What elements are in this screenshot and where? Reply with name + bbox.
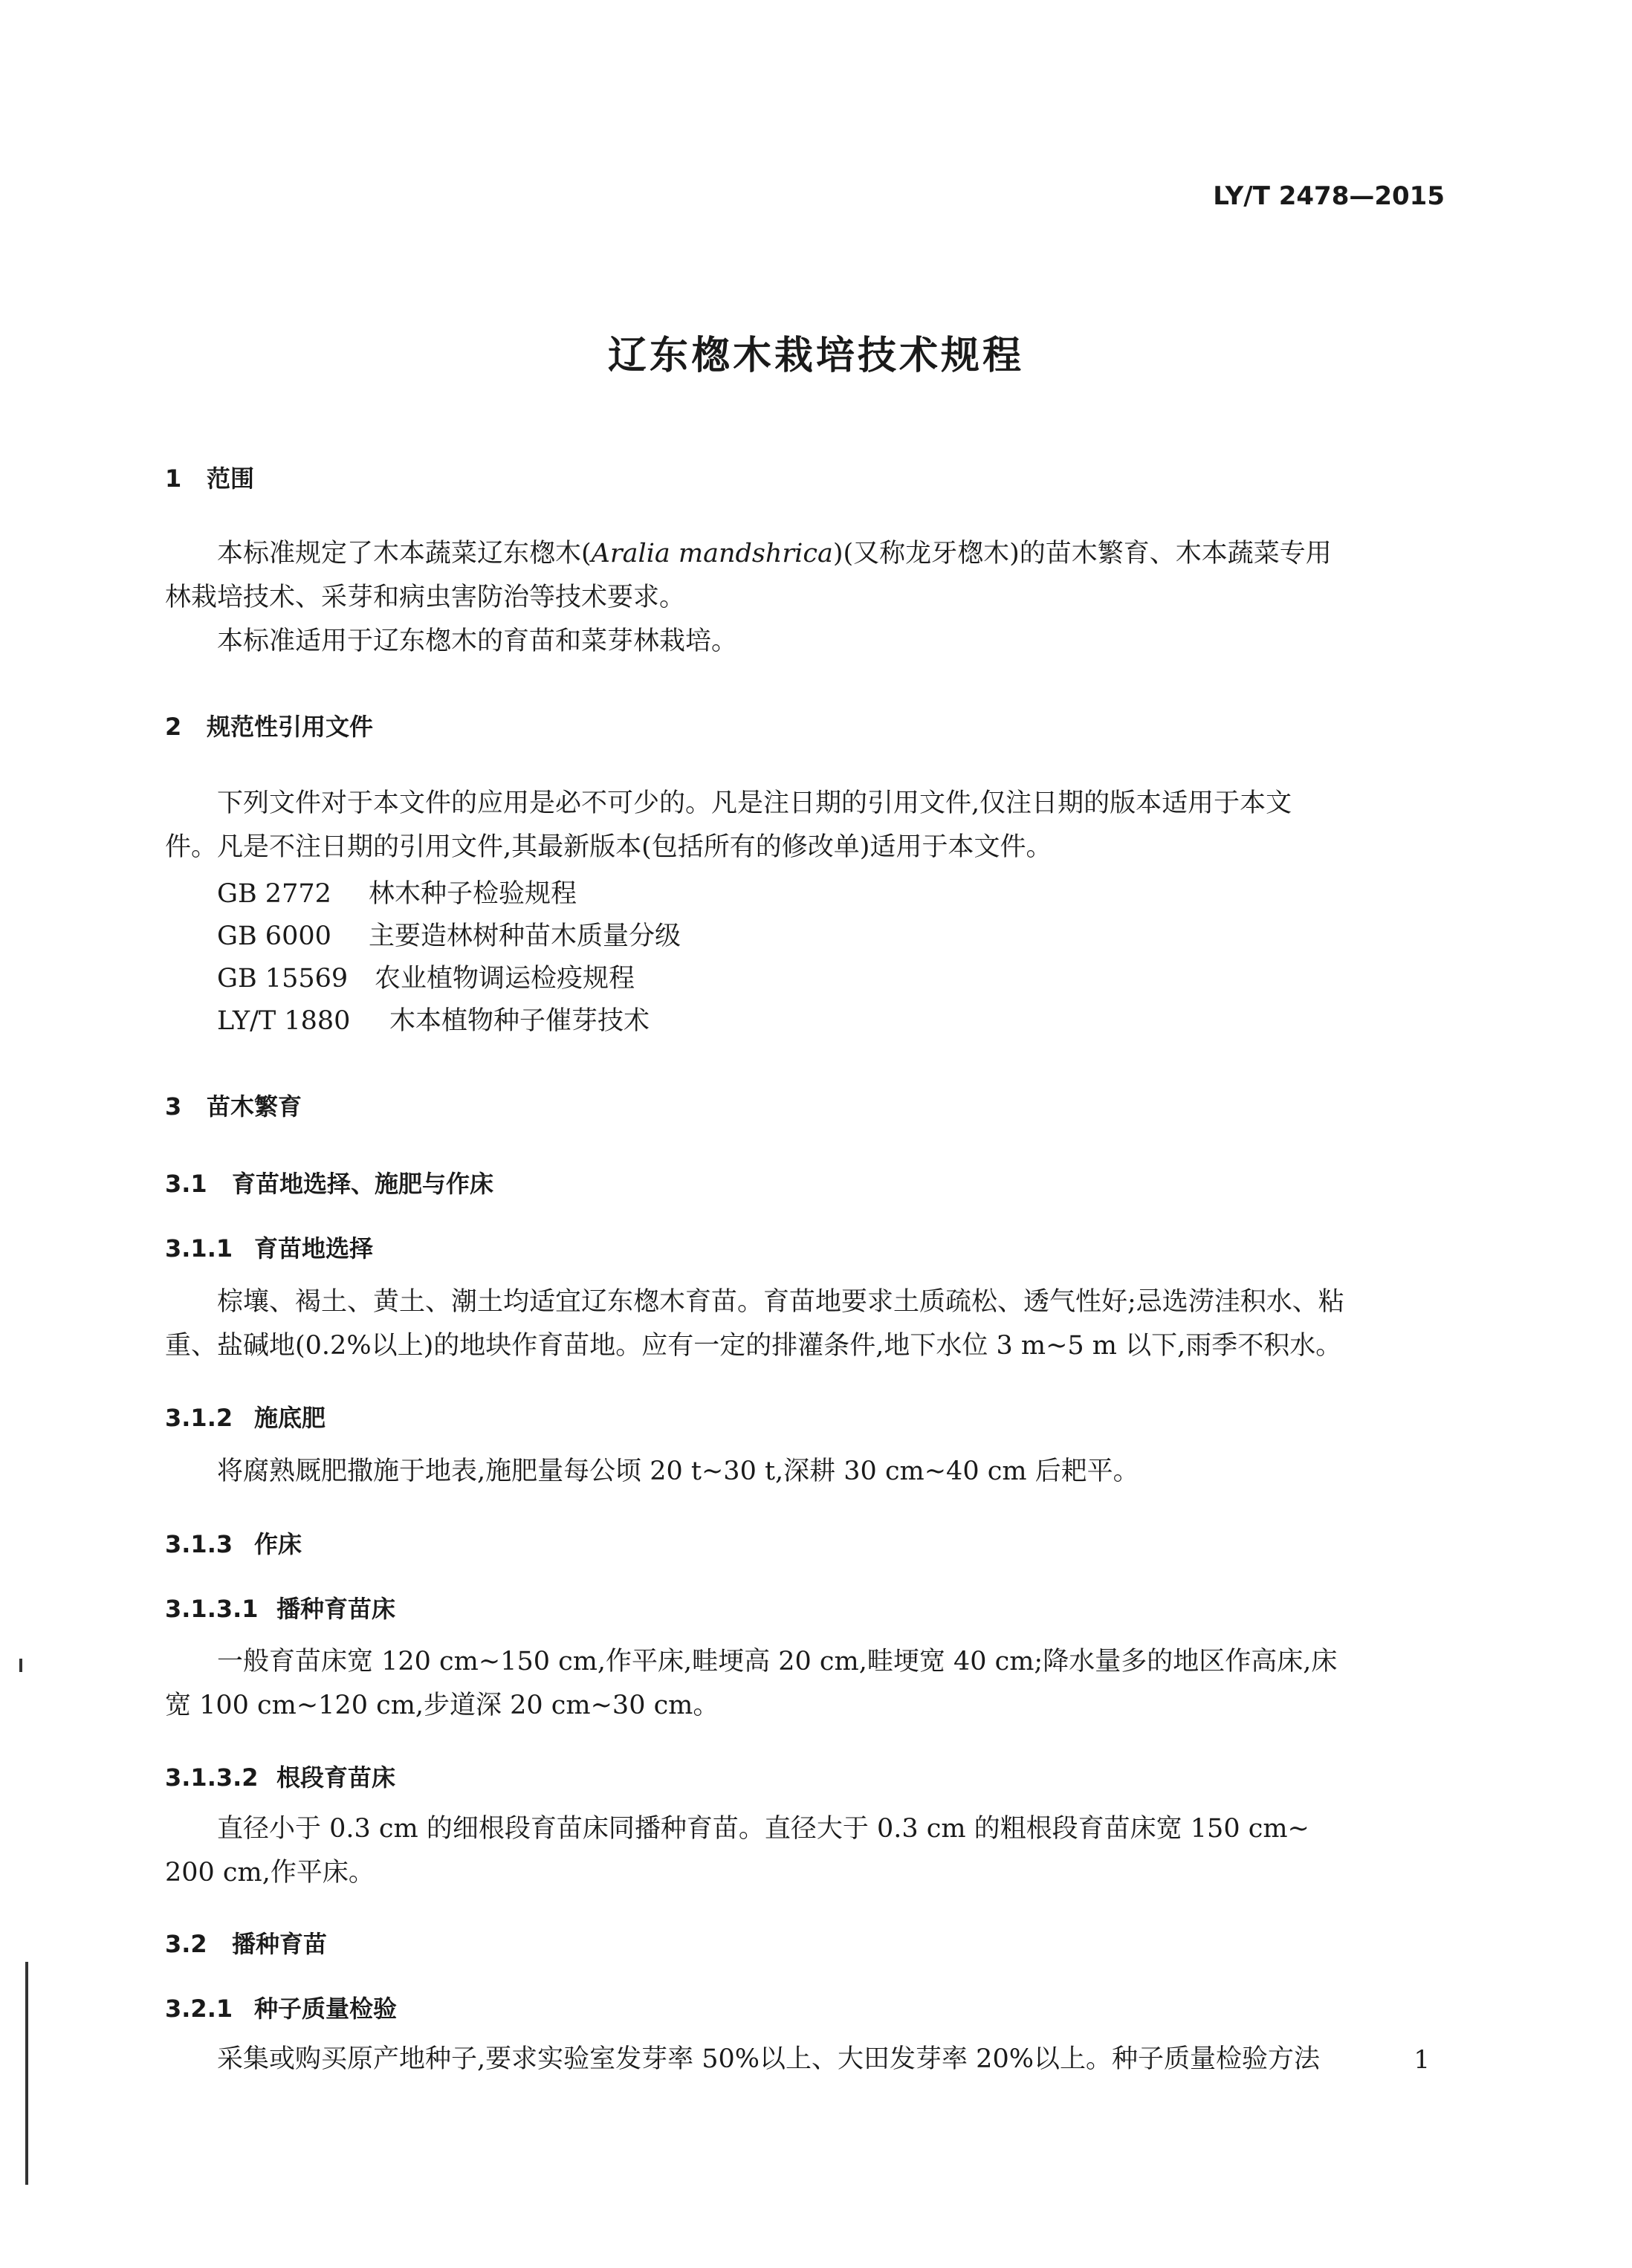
reference-code: GB 2772 — [217, 879, 331, 909]
reference-name: 主要造林树种苗木质量分级 — [369, 921, 681, 951]
reference-name: 林木种子检验规程 — [369, 879, 577, 909]
reference-item — [217, 873, 577, 910]
section-title: 施底肥 — [254, 1404, 326, 1432]
section-3-1-2-heading — [165, 1399, 326, 1433]
section-3-2-heading — [165, 1925, 327, 1960]
reference-code: GB 15569 — [217, 964, 349, 994]
section-number: 3.2 — [165, 1930, 207, 1958]
section-title: 范围 — [207, 464, 255, 493]
document-title: 辽东楤木栽培技术规程 — [607, 334, 1024, 378]
section-3-1-3-2-paragraph — [165, 1807, 1452, 1895]
section-number: 2 — [165, 713, 182, 741]
text-line — [165, 532, 1452, 576]
section-3-2-1-paragraph — [165, 2038, 1452, 2081]
section-3-2-1-heading — [165, 1990, 397, 2024]
section-2-paragraph — [165, 782, 1452, 869]
section-number: 3.1.1 — [165, 1234, 233, 1263]
scan-edge-mark — [25, 1962, 28, 2185]
standard-code: LY/T 2478—2015 — [1213, 181, 1445, 211]
section-3-1-3-1-paragraph — [165, 1640, 1452, 1728]
text-line: 直径小于 0.3 cm 的细根段育苗床同播种育苗。直径大于 0.3 cm 的粗根段育苗床宽 150 cm~ — [217, 1814, 1309, 1844]
reference-code: LY/T 1880 — [217, 1006, 351, 1036]
text-line: 200 cm,作平床。 — [165, 1858, 375, 1888]
section-3-1-3-1-heading — [165, 1590, 395, 1624]
section-3-heading — [165, 1088, 302, 1122]
section-2-heading — [165, 708, 373, 742]
text-line: 重、盐碱地(0.2%以上)的地块作育苗地。应有一定的排灌条件,地下水位 3 m~5 m 以下,雨季不积水。 — [165, 1331, 1342, 1361]
text-run: )(又称龙牙楤木)的苗木繁育、木本蔬菜专用 — [832, 539, 1332, 568]
section-3-1-2-paragraph — [165, 1450, 1452, 1494]
section-3-1-1-paragraph — [165, 1280, 1452, 1368]
section-3-1-heading — [165, 1165, 493, 1199]
text-line: 宽 100 cm~120 cm,步道深 20 cm~30 cm。 — [165, 1691, 719, 1720]
text-line: 棕壤、褐土、黄土、潮土均适宜辽东楤木育苗。育苗地要求土质疏松、透气性好;忌选涝洼积水、粘 — [217, 1287, 1344, 1317]
section-title: 播种育苗 — [232, 1930, 328, 1958]
section-title: 苗木繁育 — [207, 1092, 302, 1121]
section-number: 3.1 — [165, 1170, 207, 1198]
section-title: 规范性引用文件 — [207, 713, 374, 741]
page-number: 1 — [1414, 2045, 1430, 2075]
section-number: 3.2.1 — [165, 1995, 233, 2023]
section-number: 3.1.3.1 — [165, 1595, 259, 1623]
section-title: 种子质量检验 — [254, 1995, 398, 2023]
text-line: 件。凡是不注日期的引用文件,其最新版本(包括所有的修改单)适用于本文件。 — [165, 832, 1052, 862]
reference-name: 农业植物调运检疫规程 — [375, 964, 635, 994]
reference-item — [217, 958, 635, 995]
section-number: 3.1.3 — [165, 1530, 233, 1558]
section-number: 3 — [165, 1092, 182, 1121]
section-title: 播种育苗床 — [276, 1595, 396, 1623]
reference-code: GB 6000 — [217, 921, 331, 951]
section-3-1-1-heading — [165, 1230, 373, 1264]
section-title: 育苗地选择 — [254, 1234, 374, 1263]
section-3-1-3-2-heading — [165, 1759, 395, 1793]
text-line: 一般育苗床宽 120 cm~150 cm,作平床,畦埂高 20 cm,畦埂宽 40 cm;降水量多的地区作高床,床 — [217, 1647, 1338, 1676]
section-1-heading — [165, 460, 254, 494]
text-run: 本标准规定了木本蔬菜辽东楤木( — [217, 539, 592, 568]
text-line: 将腐熟厩肥撒施于地表,施肥量每公顷 20 t~30 t,深耕 30 cm~40 cm 后耙平。 — [217, 1457, 1139, 1486]
reference-item — [217, 916, 681, 953]
section-number: 3.1.3.2 — [165, 1763, 259, 1792]
text-line: 下列文件对于本文件的应用是必不可少的。凡是注日期的引用文件,仅注日期的版本适用于本文 — [217, 788, 1292, 818]
reference-name: 木本植物种子催芽技术 — [389, 1006, 650, 1036]
text-line: 采集或购买原产地种子,要求实验室发芽率 50%以上、大田发芽率 20%以上。种子质量检验方法 — [217, 2044, 1320, 2074]
section-title: 作床 — [254, 1530, 302, 1558]
text-line: 本标准适用于辽东楤木的育苗和菜芽林栽培。 — [217, 626, 738, 656]
reference-item — [217, 1000, 650, 1037]
section-3-1-3-heading — [165, 1526, 302, 1560]
section-number: 1 — [165, 464, 182, 493]
section-1-paragraph-1 — [165, 532, 1452, 664]
section-number: 3.1.2 — [165, 1404, 233, 1432]
section-title: 育苗地选择、施肥与作床 — [232, 1170, 494, 1198]
scan-edge-mark — [19, 1659, 22, 1672]
latin-name: Aralia mandshrica — [591, 539, 833, 568]
section-title: 根段育苗床 — [276, 1763, 396, 1792]
text-line: 林栽培技术、采芽和病虫害防治等技术要求。 — [165, 583, 686, 612]
